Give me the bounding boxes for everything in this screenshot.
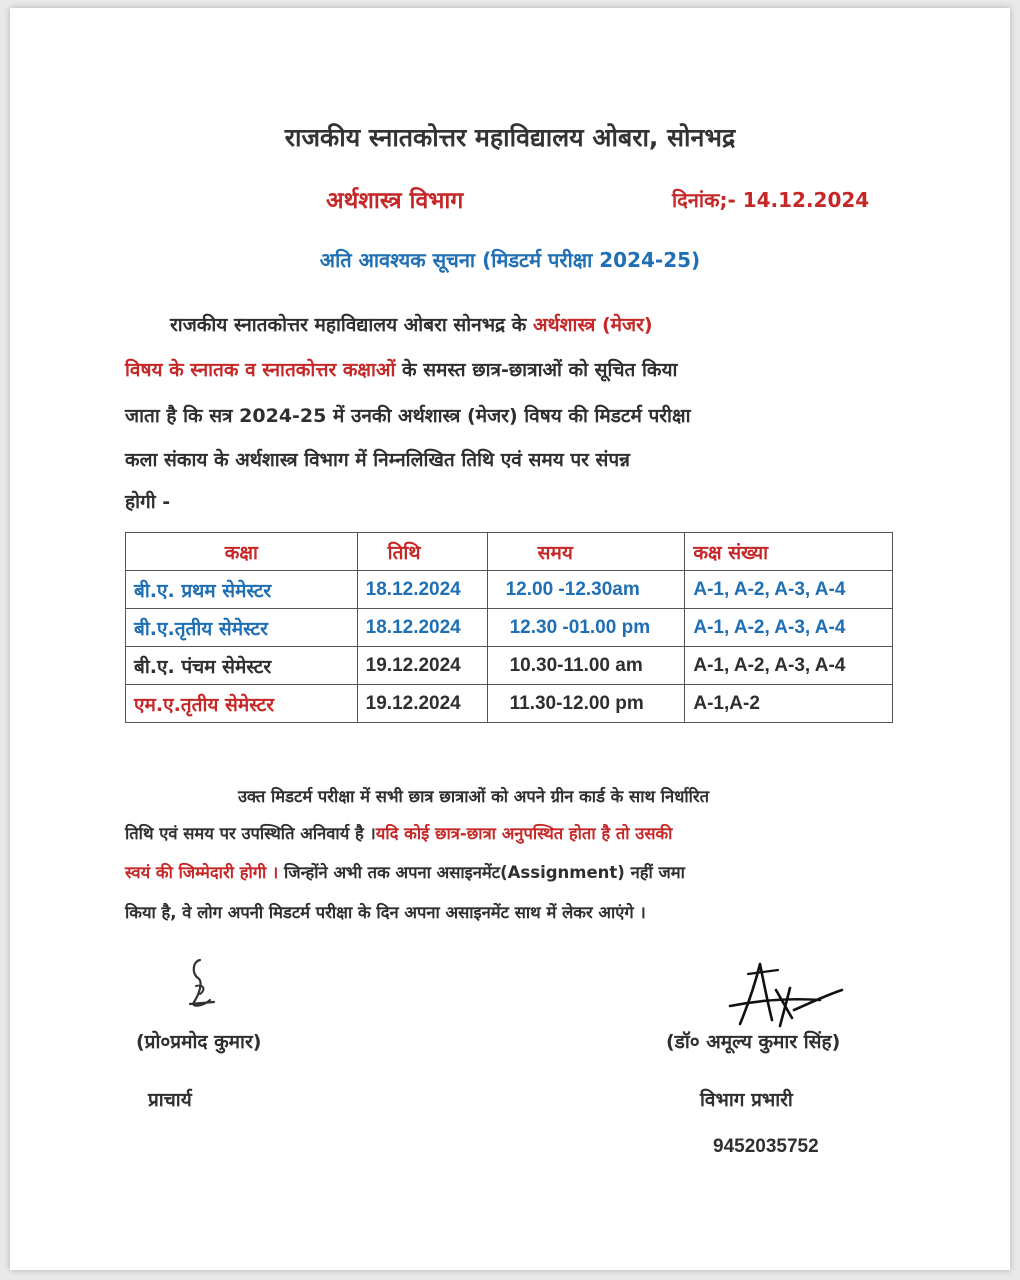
header-time: समय (487, 533, 685, 571)
body-line-1: उक्त मिडटर्म परीक्षा में सभी छात्र छात्राओं को अपने ग्रीन कार्ड के साथ निर्धारित (238, 787, 710, 806)
room-cell: A-1,A-2 (685, 685, 893, 723)
date-cell: 18.12.2024 (357, 609, 487, 647)
college-title: राजकीय स्नातकोत्तर महाविद्यालय ओबरा, सोनभद्र (284, 123, 736, 152)
class-cell: बी.ए. पंचम सेमेस्टर (126, 647, 358, 685)
class-cell: एम.ए.तृतीय सेमेस्टर (126, 685, 358, 723)
intro-text: राजकीय स्नातकोत्तर महाविद्यालय ओबरा सोनभद्र के (170, 314, 533, 336)
intro-line-4: कला संकाय के अर्थशास्त्र विभाग में निम्नलिखित तिथि एवं समय पर संपन्न (125, 449, 630, 471)
room-cell: A-1, A-2, A-3, A-4 (685, 647, 893, 685)
department-name: अर्थशास्त्र विभाग (326, 188, 464, 214)
hod-phone: 9452035752 (713, 1136, 819, 1157)
principal-role: प्राचार्य (148, 1089, 192, 1111)
table-row (126, 571, 893, 609)
time-cell: 12.00 -12.30am (487, 571, 685, 609)
notice-date: दिनांक;- 14.12.2024 (672, 188, 870, 212)
table-row (126, 647, 893, 685)
hod-name: (डॉ० अमूल्य कुमार सिंह) (666, 1031, 841, 1053)
notice-document (10, 8, 1010, 1270)
body-highlight: स्वयं की जिम्मेदारी होगी । (125, 863, 279, 882)
body-line-3 (125, 860, 685, 883)
table-row (126, 609, 893, 647)
room-cell: A-1, A-2, A-3, A-4 (685, 609, 893, 647)
class-cell: बी.ए.तृतीय सेमेस्टर (126, 609, 358, 647)
header-class: कक्षा (126, 533, 358, 571)
exam-schedule-table (125, 532, 893, 723)
intro-text: के समस्त छात्र-छात्राओं को सूचित किया (395, 359, 678, 381)
table-row (126, 685, 893, 723)
intro-line-1 (170, 311, 653, 337)
date-cell: 19.12.2024 (357, 685, 487, 723)
intro-line-5: होगी - (125, 491, 171, 513)
intro-line-2 (125, 356, 677, 382)
principal-name: (प्रो०प्रमोद कुमार) (136, 1031, 262, 1053)
intro-highlight: अर्थशास्त्र (मेजर) (532, 314, 653, 336)
table-header-row (126, 533, 893, 571)
principal-signature-icon (180, 956, 220, 1014)
body-line-4: किया है, वे लोग अपनी मिडटर्म परीक्षा के दिन अपना असाइनमेंट साथ में लेकर आएंगे । (125, 903, 646, 922)
date-cell: 19.12.2024 (357, 647, 487, 685)
time-cell: 10.30-11.00 am (487, 647, 685, 685)
class-cell: बी.ए. प्रथम सेमेस्टर (126, 571, 358, 609)
body-line-2 (125, 821, 672, 844)
time-cell: 11.30-12.00 pm (487, 685, 685, 723)
body-text: तिथि एवं समय पर उपस्थिति अनिवार्य है । (125, 824, 376, 843)
intro-line-3: जाता है कि सत्र 2024-25 में उनकी अर्थशास्त्र (मेजर) विषय की मिडटर्म परीक्षा (125, 405, 691, 427)
hod-role: विभाग प्रभारी (700, 1089, 793, 1111)
date-cell: 18.12.2024 (357, 571, 487, 609)
body-text: जिन्होंने अभी तक अपना असाइनमेंट(Assignment) नहीं जमा (278, 863, 685, 882)
header-date: तिथि (357, 533, 487, 571)
room-cell: A-1, A-2, A-3, A-4 (685, 571, 893, 609)
header-room: कक्ष संख्या (685, 533, 893, 571)
notice-title: अति आवश्यक सूचना (मिडटर्म परीक्षा 2024-25) (319, 248, 701, 272)
time-cell: 12.30 -01.00 pm (487, 609, 685, 647)
intro-highlight: विषय के स्नातक व स्नातकोत्तर कक्षाओं (125, 359, 396, 381)
body-highlight: यदि कोई छात्र-छात्रा अनुपस्थित होता है तो उसकी (375, 824, 673, 843)
